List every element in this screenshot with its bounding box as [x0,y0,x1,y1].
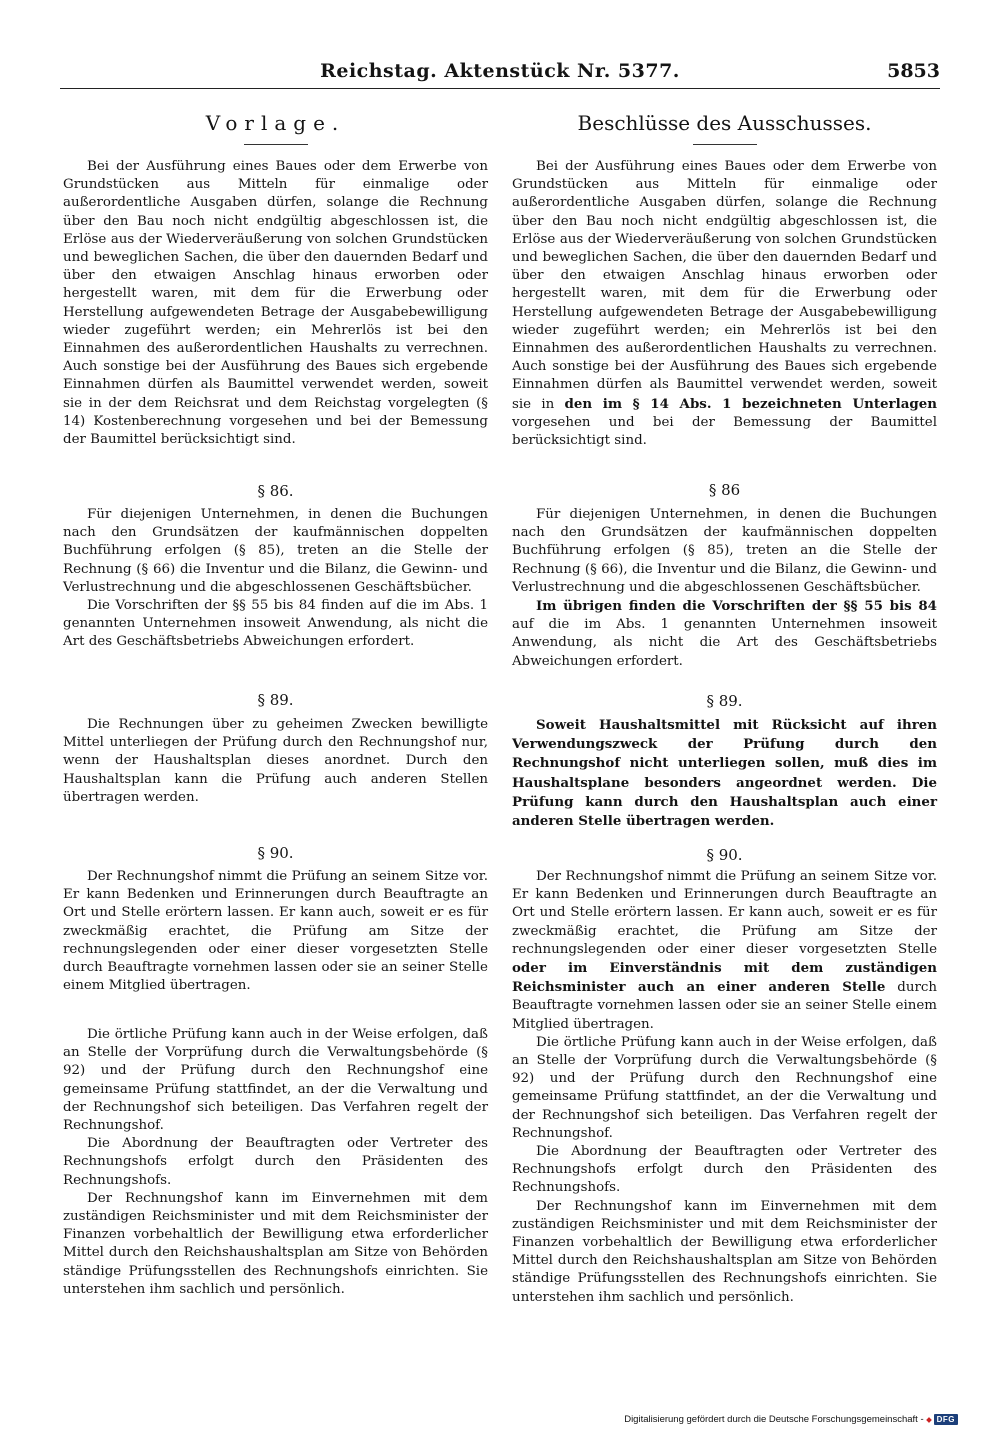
para-86-2-bold: Im übrigen finden die Vorschriften der §§ 55 bis 84 [536,598,937,615]
paragraph-90-1: Der Rechnungshof nimmt die Prüfung an seinem Sitze vor. Er kann Bedenken und Erinnerungen durch Beauftragte an Ort und Stelle erörtern lassen. Er kann auch, soweit er es für zweckmäßig erachtet, die Prüfung am Sitze der rechnungslegenden oder einer dieser vorgesetzten Stelle durch Beauftragte vornehmen lassen oder sie an seiner Stelle einem Mitglied übertragen. [63,869,488,994]
para-86-2-rest: auf die im Abs. 1 genannten Unternehmen insoweit Anwendung, als nicht die Art des Geschäftsbetriebs Abweichungen erfordert. [512,617,937,669]
header-rule [60,88,940,89]
dfg-logo: DFG [934,1414,958,1425]
intro-text-a: Bei der Ausführung eines Baues oder dem Erwerbe von Grundstücken aus Mitteln für einmalige oder außerordentliche Ausgaben dürfen, solange die Rechnung über den Bau noch nicht endgültig abgeschlossen ist, die Erlöse aus der Wiederveräußerung von solchen Grundstücken und beweglichen Sachen, die über den dauernden Bedarf und über den etwaigen Anschlag hinaus erworben oder hergestellt waren, mit dem für die Erwerbung oder Herstellung aufgewendeten Betrage der Ausgabebewilligung wieder zugeführt werden; ein Mehrerlös ist bei den Einnahmen des außerordentlichen Haushalts zu verrechnen. Auch sonstige bei der Ausführung des Baues sich ergebende Einnahmen dürfen als Baumittel verwendet werden, soweit sie in [512,159,937,412]
section-90-body [512,868,937,1307]
section-86 [63,481,488,501]
section-90 [63,843,488,863]
paragraph-86-2: Die Vorschriften der §§ 55 bis 84 finden auf die im Abs. 1 genannten Unternehmen insoweit Anwendung, als nicht die Art des Geschäftsbetriebs Abweichungen erfordert. [63,598,488,650]
section-89 [63,690,488,710]
para-89-bold: Soweit Haushaltsmittel mit Rücksicht auf ihren Verwendungszweck der Prüfung durch den Rechnungshof nicht unterliegen sollen, muß dies im Haushaltsplane besonders angeordnet werden. Die Prüfung kann durch den Haushaltsplan auch einer anderen Stelle übertragen werden. [512,717,937,830]
paragraph-90-2: Die örtliche Prüfung kann auch in der Weise erfolgen, daß an Stelle der Vorprüfung durch die Verwaltungsbehörde (§ 92) und der Prüfung durch den Rechnungshof eine gemeinsame Prüfung stattfindet, an der die Verwaltung und der Rechnungshof sich beteiligen. Das Verfahren regelt der Rechnungshof. [63,1027,488,1134]
section-89-body [63,716,488,807]
paragraph-86-2 [512,597,937,671]
paragraph-90-4: Der Rechnungshof kann im Einvernehmen mit dem zuständigen Reichsminister und mit dem Reichsminister der Finanzen vorbehaltlich der Bewilligung etwa erforderlicher Mittel durch den Reichshaushaltsplan am Sitze von Behörden ständige Prüfungsstellen des Rechnungshofs einrichten. Sie unterstehen ihm sachlich und persönlich. [63,1190,488,1297]
para-90-1-b: durch Beauftragte vornehmen lassen oder sie an seiner Stelle einem Mitglied übertragen. [512,980,937,1032]
footer-text: Digitalisierung gefördert durch die Deutsche Forschungsgemeinschaft - [624,1414,924,1425]
intro-text-b: vorgesehen und bei der Bemessung der Baumittel berücksichtigt sind. [512,414,937,449]
column-vorlage [63,108,488,1297]
section-intro [512,158,937,450]
section-86-body [512,506,937,671]
section-86 [512,480,937,500]
digitization-credit [624,1414,958,1425]
section-90-body-2 [63,1026,488,1299]
section-89-body [512,716,937,831]
header-title: Reichstag. Aktenstück Nr. 5377. [320,60,680,82]
paragraph-86-1: Für diejenigen Unternehmen, in denen die Buchungen nach den Grundsätzen der kaufmännischen doppelten Buchführung erfolgen (§ 85), treten an die Stelle der Rechnung (§ 66), die Inventur und die Bilanz, die Gewinn- und Verlustrechnung und die abgeschlossenen Geschäftsbücher. [512,507,937,595]
dfg-logo-icon [926,1417,932,1423]
paragraph-89-1: Die Rechnungen über zu geheimen Zwecken bewilligte Mittel unterliegen der Prüfung durch den Rechnungshof nur, wenn der Haushaltsplan dieses anordnet. Durch den Haushaltsplan kann die Prüfung auch anderen Stellen übertragen werden. [63,717,488,805]
intro-text-bold: den im § 14 Abs. 1 bezeichneten Unterlagen [564,395,937,412]
section-heading-86: § 86 [708,481,741,499]
paragraph-90-4: Der Rechnungshof kann im Einvernehmen mit dem zuständigen Reichsminister und mit dem Reichsminister der Finanzen vorbehaltlich der Bewilligung etwa erforderlicher Mittel durch den Reichshaushaltsplan am Sitze von Behörden ständige Prüfungsstellen des Rechnungshofs einrichten. Sie unterstehen ihm sachlich und persönlich. [512,1198,937,1305]
section-89 [512,691,937,711]
page-number: 5853 [887,60,940,82]
title-rule [244,144,308,145]
paragraph-89-1 [512,716,937,831]
page-header [60,60,940,86]
column-beschluesse [512,108,937,1305]
section-heading-89: § 89. [706,692,743,710]
section-heading-89: § 89. [257,691,294,709]
section-heading-86: § 86. [257,482,294,500]
section-90 [512,845,937,865]
para-90-1-a: Der Rechnungshof nimmt die Prüfung an seinem Sitze vor. Er kann Bedenken und Erinnerungen durch Beauftragte an Ort und Stelle erörtern lassen. Er kann auch, soweit er es für zweckmäßig erachtet, die Prüfung am Sitze der rechnungslegenden oder einer dieser vorgesetzten Stelle [512,869,937,957]
para-90-1-bold: oder im Einverständnis mit dem zuständigen Reichsminister auch an einer anderen Stelle [512,960,937,996]
paragraph-90-1 [512,868,937,1034]
column-title-beschluesse: Beschlüsse des Ausschusses. [577,111,872,135]
column-title-vorlage: Vorlage. [205,111,346,135]
section-90-body [63,868,488,995]
paragraph-86-1: Für diejenigen Unternehmen, in denen die Buchungen nach den Grundsätzen der kaufmännischen doppelten Buchführung erfolgen (§ 85), treten an die Stelle der Rechnung (§ 66) die Inventur und die Bilanz, die Gewinn- und Verlustrechnung und die abgeschlossenen Geschäftsbücher. [63,507,488,595]
section-heading-90: § 90. [257,844,294,862]
paragraph-intro [512,158,937,450]
section-86-body [63,506,488,652]
section-heading-90: § 90. [706,846,743,864]
paragraph-90-3: Die Abordnung der Beauftragten oder Vertreter des Rechnungshofs erfolgt durch den Präsidenten des Rechnungshofs. [512,1144,937,1196]
paragraph-90-3: Die Abordnung der Beauftragten oder Vertreter des Rechnungshofs erfolgt durch den Präsidenten des Rechnungshofs. [63,1136,488,1188]
paragraph-90-2: Die örtliche Prüfung kann auch in der Weise erfolgen, daß an Stelle der Vorprüfung durch die Verwaltungsbehörde (§ 92) und der Prüfung durch den Rechnungshof eine gemeinsame Prüfung stattfindet, an der die Verwaltung und der Rechnungshof sich beteiligen. Das Verfahren regelt der Rechnungshof. [512,1034,937,1141]
title-rule [693,144,757,145]
section-intro [63,158,488,449]
paragraph-intro: Bei der Ausführung eines Baues oder dem Erwerbe von Grundstücken aus Mitteln für einmalige oder außerordentliche Ausgaben dürfen, solange die Rechnung über den Bau noch nicht endgültig abgeschlossen ist, die Erlöse aus der Wiederveräußerung von solchen Grundstücken und beweglichen Sachen, die über den dauernden Bedarf und über den etwaigen Anschlag hinaus erworben oder hergestellt waren, mit dem für die Erwerbung oder Herstellung aufgewendeten Betrage der Ausgabebewilligung wieder zugeführt werden; ein Mehrerlös ist bei den Einnahmen des außerordentlichen Haushalts zu verrechnen. Auch sonstige bei der Ausführung des Baues sich ergebende Einnahmen dürfen als Baumittel verwendet werden, soweit sie in der dem Reichsrat und dem Reichstag vorgelegten (§ 14) Kostenberechnung vorgesehen und bei der Bemessung der Baumittel berücksichtigt sind. [63,159,488,448]
